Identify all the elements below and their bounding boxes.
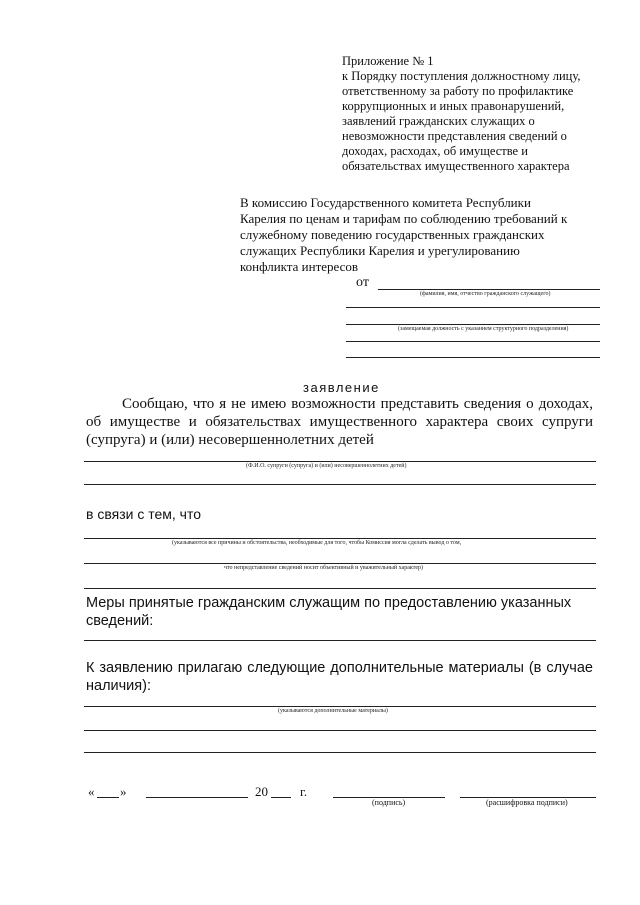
- measures-line: сведений:: [86, 613, 154, 629]
- addressee-line: служащих Республики Карелия и урегулированию: [240, 243, 520, 258]
- appendix-line: заявлений гражданских служащих о: [342, 114, 535, 128]
- month-field[interactable]: [146, 797, 248, 798]
- hint-position: (замещаемая должность с указанием структурного подразделения): [398, 326, 569, 332]
- day-field[interactable]: [97, 797, 119, 798]
- reason-label: в связи с тем, что: [86, 506, 201, 522]
- addressee-line: конфликта интересов: [240, 259, 359, 274]
- reason-line[interactable]: [84, 538, 596, 539]
- appendix-line: обязательствах имущественного характера: [342, 159, 570, 173]
- measures-line: Меры принятые гражданским служащим по предоставлению указанных: [86, 595, 572, 611]
- family-line-2[interactable]: [84, 484, 596, 485]
- position-line-3[interactable]: [346, 357, 600, 358]
- family-line[interactable]: [84, 461, 596, 462]
- materials-line[interactable]: [84, 706, 596, 707]
- hint-materials: (указываются дополнительные материалы): [278, 708, 388, 714]
- attach-line: наличия):: [86, 678, 151, 694]
- quote-close: »: [120, 784, 127, 799]
- from-label: от: [356, 275, 369, 290]
- appendix-line: коррупционных и иных правонарушений,: [342, 99, 565, 113]
- fio-line[interactable]: [378, 289, 600, 290]
- addressee-line: В комиссию Государственного комитета Республики: [240, 195, 531, 210]
- appendix-line: ответственному за работу по профилактике: [342, 84, 574, 98]
- appendix-line: к Порядку поступления должностному лицу,: [342, 69, 581, 83]
- statement-line: (супруга) и (или) несовершеннолетних детей: [86, 432, 374, 448]
- position-line-2[interactable]: [346, 341, 600, 342]
- measures-line-field[interactable]: [84, 640, 596, 641]
- hint-decode: (расшифровка подписи): [486, 798, 568, 807]
- year-suffix: г.: [300, 784, 308, 799]
- statement-line: об имуществе и обязательствах имущественного характера своих супруги: [86, 414, 593, 430]
- hint-fio: (фамилия, имя, отчество гражданского служащего): [420, 291, 551, 297]
- materials-line-3[interactable]: [84, 752, 596, 753]
- appendix-line: невозможности представления сведений о: [342, 129, 567, 143]
- hint-reason-1: (указываются все причины и обстоятельства, необходимые для того, чтобы Комиссия могла сделать вывод о том,: [172, 540, 462, 546]
- year-prefix: 20: [255, 784, 268, 799]
- hint-family: (Ф.И.О. супруги (супруга) и (или) несовершеннолетних детей): [246, 463, 407, 469]
- appendix-line: доходах, расходах, об имуществе и: [342, 144, 528, 158]
- position-line[interactable]: [346, 324, 600, 325]
- hint-reason-2: что непредставление сведений носит объективный и уважительный характер): [224, 565, 423, 571]
- reason-line-2[interactable]: [84, 563, 596, 564]
- fio-line-2[interactable]: [346, 307, 600, 308]
- year-field[interactable]: [271, 797, 291, 798]
- addressee-line: служебному поведению государственных гражданских: [240, 227, 545, 242]
- reason-line-3[interactable]: [84, 588, 596, 589]
- statement-line: Сообщаю, что я не имею возможности представить сведения о доходах,: [122, 396, 593, 412]
- quote-open: «: [88, 784, 95, 799]
- hint-sign: (подпись): [372, 798, 406, 807]
- attach-line: К заявлению прилагаю следующие дополнительные материалы (в случае: [86, 660, 593, 676]
- addressee-line: Карелия по ценам и тарифам по соблюдению требований к: [240, 211, 568, 226]
- materials-line-2[interactable]: [84, 730, 596, 731]
- appendix-title: Приложение № 1: [342, 54, 434, 68]
- statement-title: заявление: [303, 380, 380, 395]
